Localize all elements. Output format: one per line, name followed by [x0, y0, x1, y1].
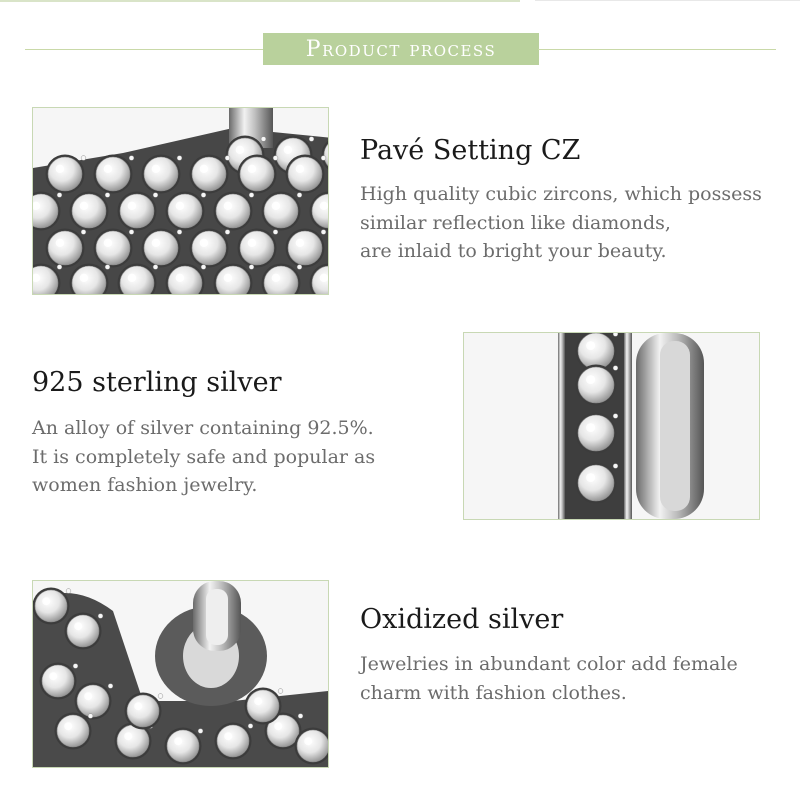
- description-line: Jewelries in abundant color add female: [360, 653, 738, 675]
- silver-ring-icon: [464, 333, 759, 519]
- section-description: [32, 414, 375, 500]
- pave-cz-icon: [33, 108, 328, 294]
- section-title: 925 sterling silver: [32, 367, 282, 398]
- description-line: It is completely safe and popular as: [32, 445, 376, 468]
- section-header: Product process: [263, 33, 539, 65]
- description-line: charm with fashion clothes.: [360, 681, 627, 704]
- header-rule-left: [25, 49, 263, 50]
- silver-ring-image: [463, 332, 760, 520]
- section-title: Pavé Setting CZ: [360, 135, 581, 166]
- top-divider: [0, 0, 520, 2]
- oxidized-charm-image: [32, 580, 329, 768]
- description-line: An alloy of silver containing 92.5%.: [32, 417, 374, 439]
- section-description: [360, 650, 738, 707]
- oxidized-charm-icon: [33, 581, 328, 767]
- pave-cz-image: [32, 107, 329, 295]
- description-line: women fashion jewelry.: [32, 474, 258, 496]
- header-rule-right: [538, 49, 776, 50]
- top-divider-right: [535, 0, 800, 1]
- description-line: High quality cubic zircons, which possess: [360, 183, 762, 205]
- section-description: [360, 180, 762, 266]
- description-line: are inlaid to bright your beauty.: [360, 240, 667, 262]
- section-title: Oxidized silver: [360, 604, 564, 635]
- description-line: similar reflection like diamonds,: [360, 211, 671, 234]
